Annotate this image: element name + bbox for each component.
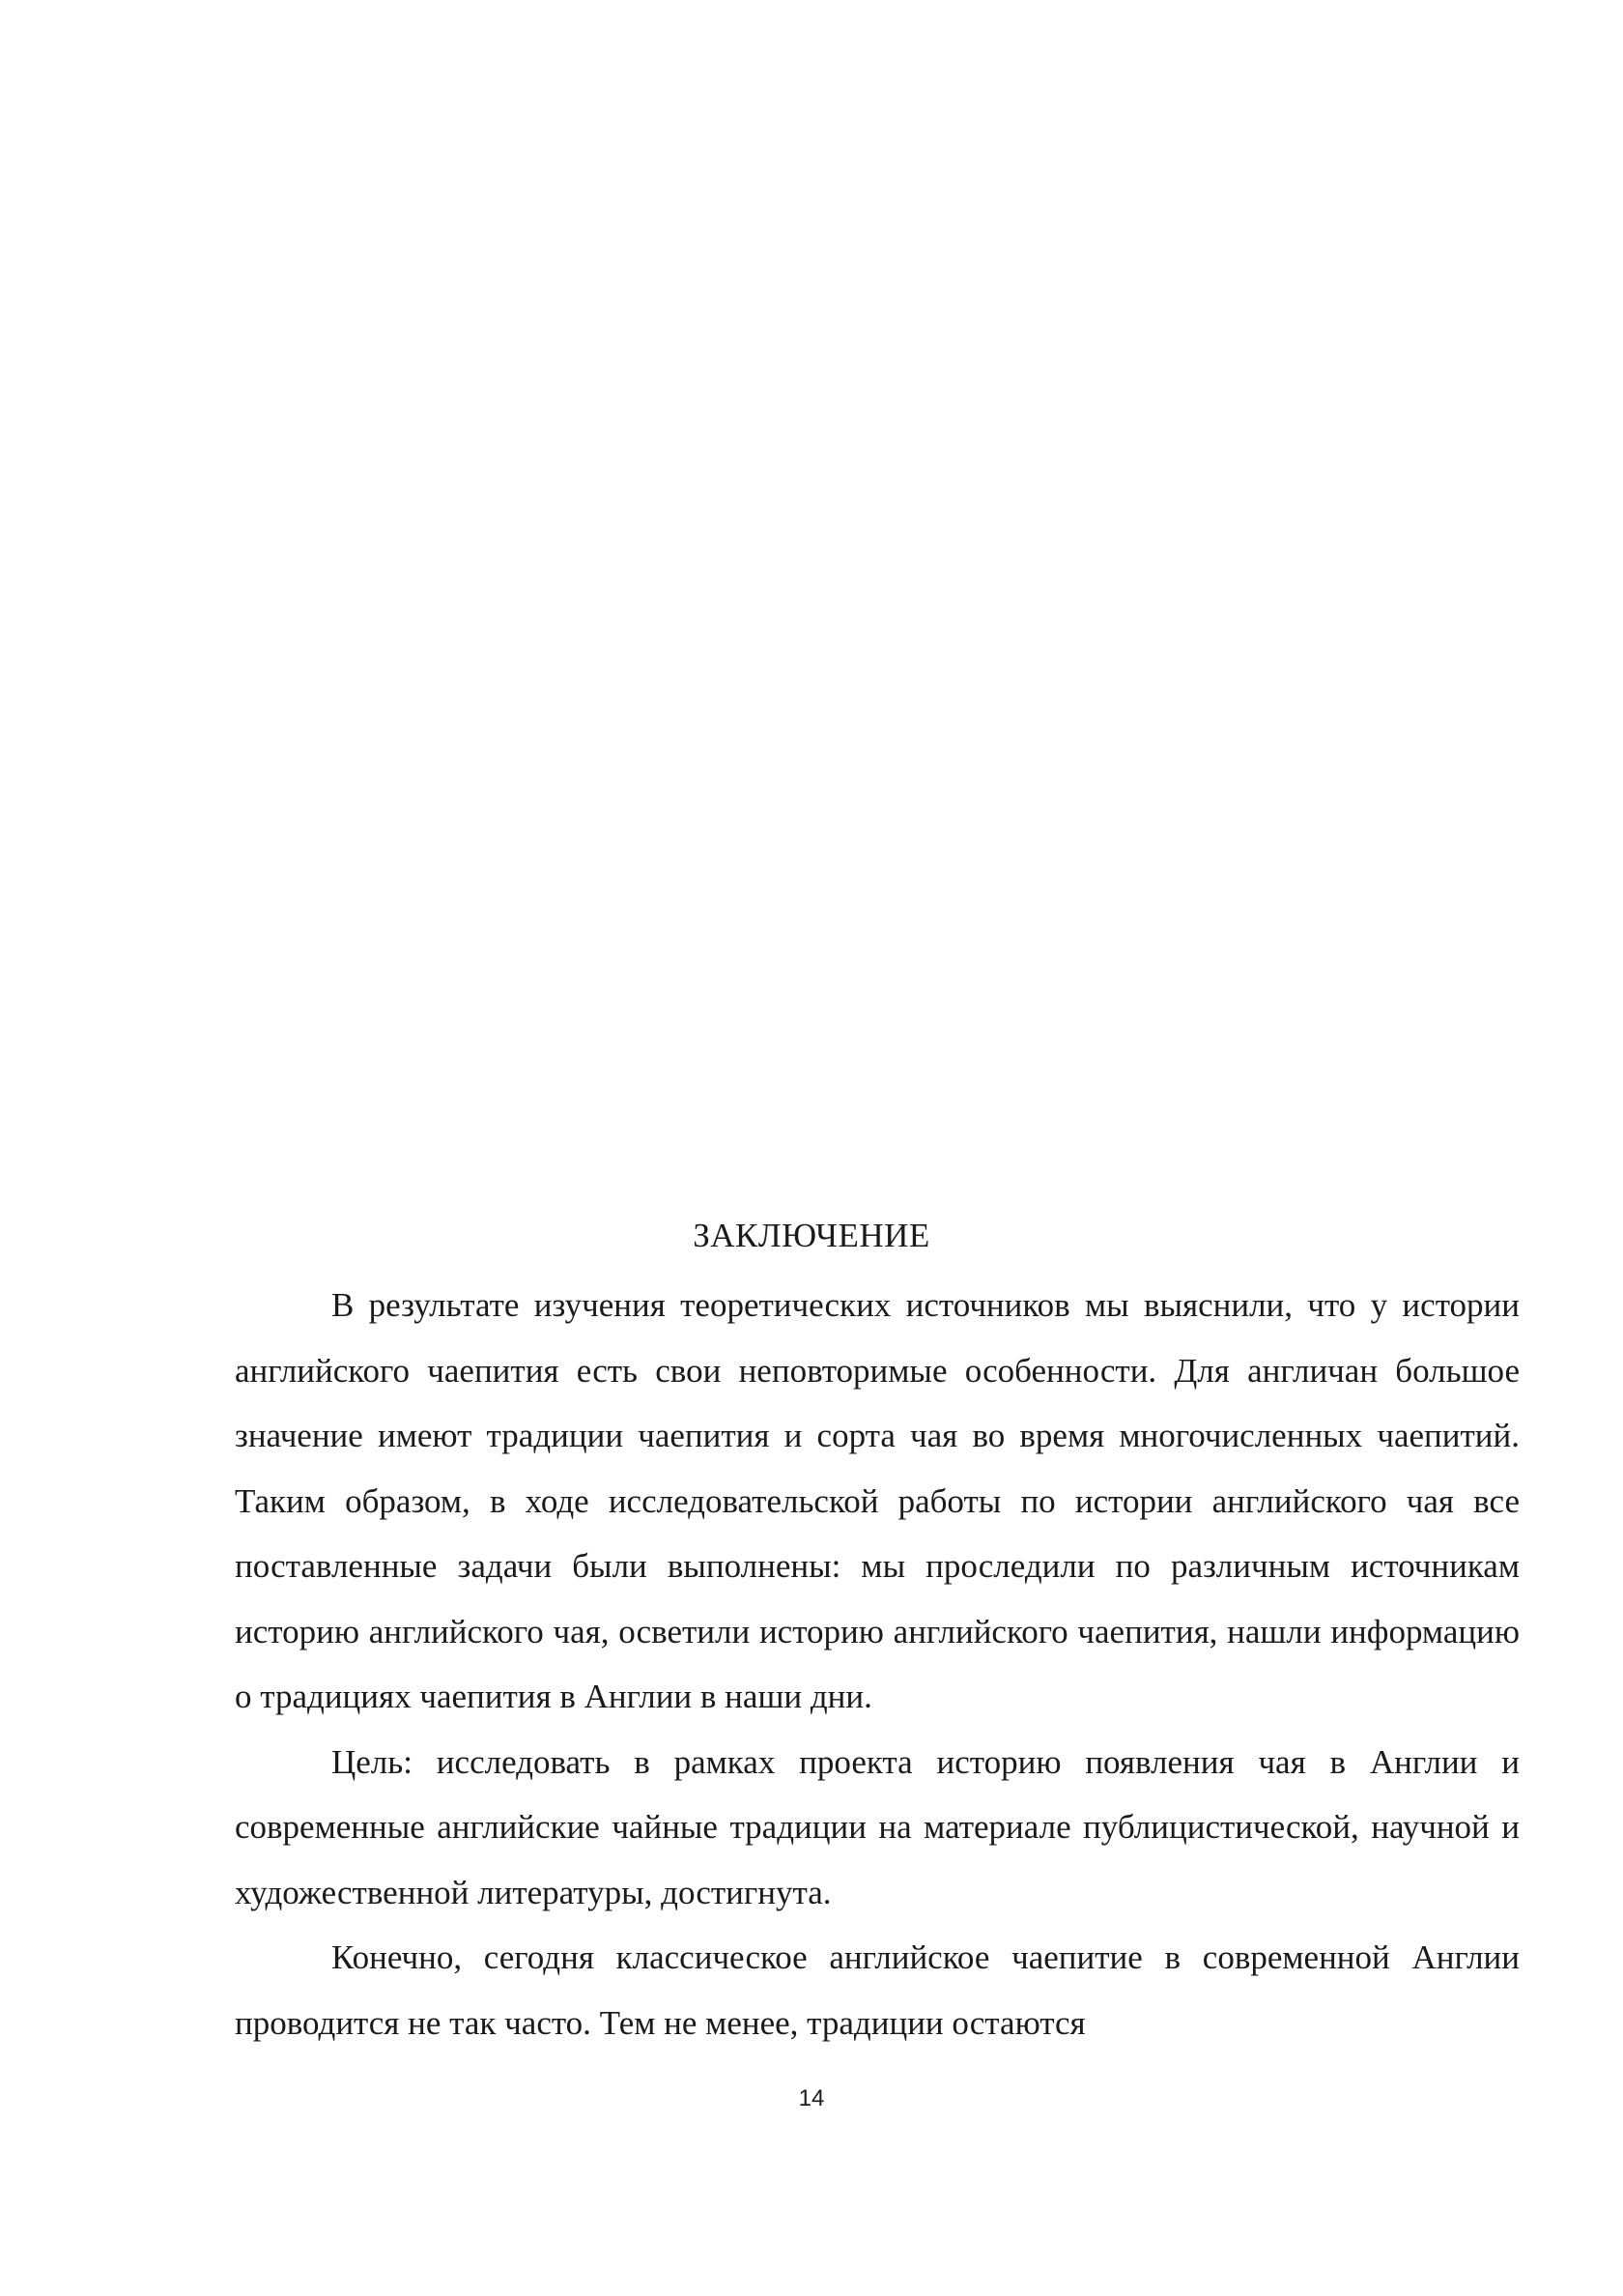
section-heading: ЗАКЛЮЧЕНИЕ xyxy=(693,1217,930,1254)
page-number: 14 xyxy=(798,2085,825,2111)
paragraph-3: Конечно, сегодня классическое английское чаепитие в современной Англии проводится не так часто. Тем не менее, традиции остаются xyxy=(235,1938,1520,2042)
paragraph-1: В результате изучения теоретических источников мы выяснили, что у истории английского чаепития есть свои неповторимые особенности. Для англичан большое значение имеют традиции чаепития и сорта чая во время многочисленных чаепитий. Таким образом, в ходе исследовательской работы по истории английского чая все поставленные задачи были выполнены: мы проследили по различным источникам историю английского чая, осветили историю английского чаепития, нашли информацию о традициях чаепития в Англии в наши дни. xyxy=(235,1286,1520,1715)
paragraph-2: Цель: исследовать в рамках проекта историю появления чая в Англии и современные английские чайные традиции на материале публицистической, научной и художественной литературы, достигнута. xyxy=(235,1742,1520,1911)
body-text xyxy=(235,1273,1520,2055)
